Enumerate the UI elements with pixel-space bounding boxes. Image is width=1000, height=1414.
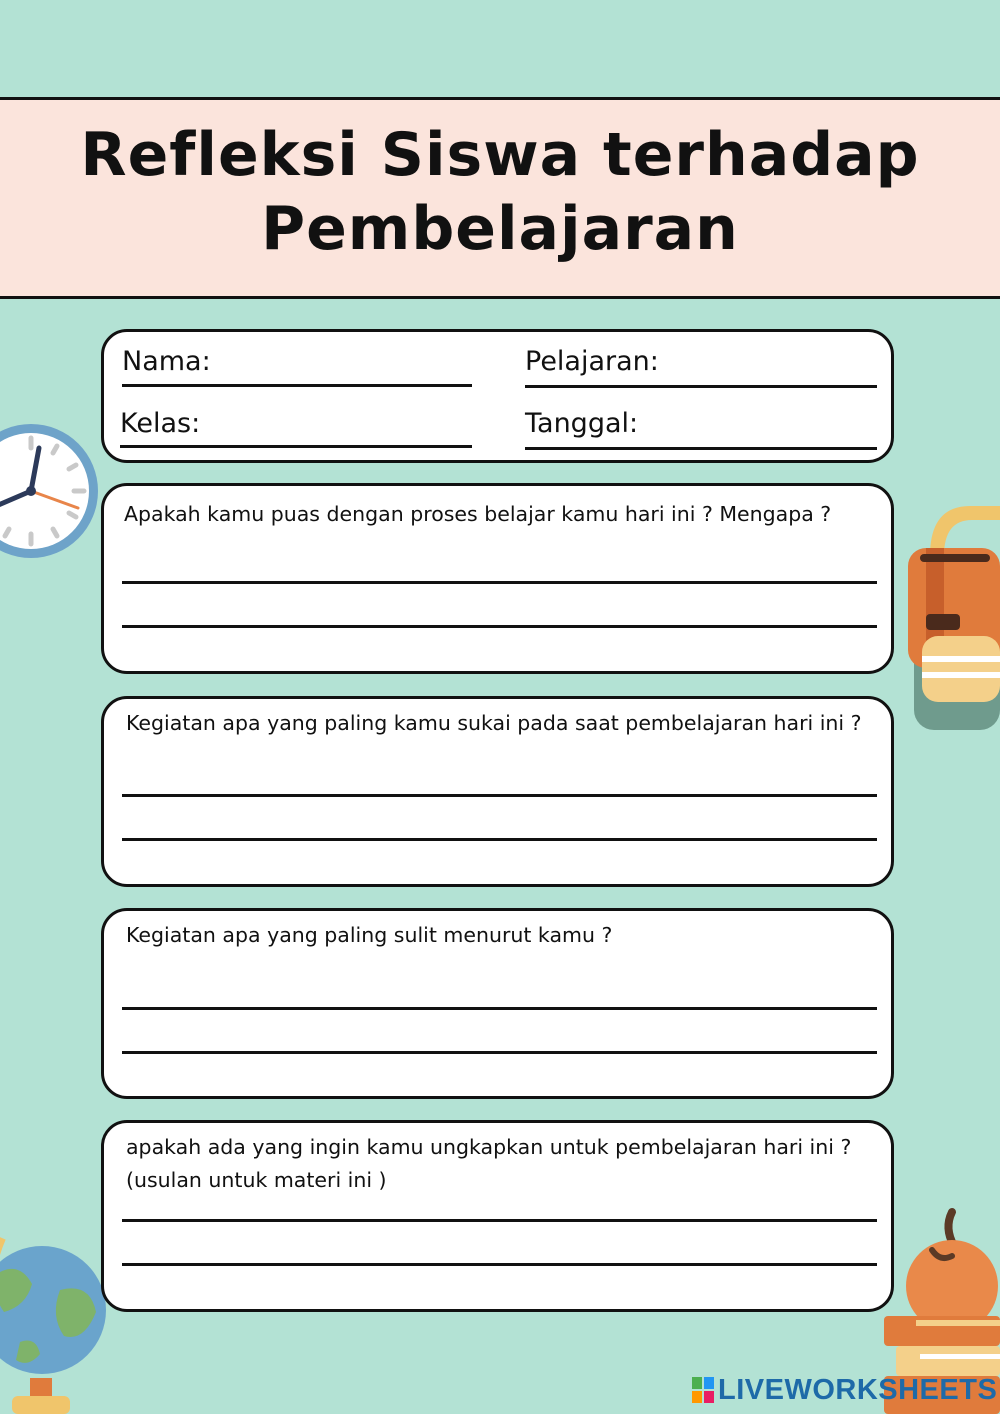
page-title: [0, 118, 1000, 266]
answer-line[interactable]: [122, 1051, 877, 1054]
subject-label: Pelajaran:: [525, 346, 659, 377]
answer-line[interactable]: [122, 838, 877, 841]
answer-line[interactable]: [122, 625, 877, 628]
name-label: Nama:: [122, 346, 211, 377]
student-info-card: [101, 329, 894, 463]
answer-line[interactable]: [122, 1007, 877, 1010]
clock-icon: [0, 420, 102, 562]
brand-text: LIVEWORKSHEETS: [718, 1373, 998, 1406]
question-card: [101, 696, 894, 887]
answer-line[interactable]: [122, 1263, 877, 1266]
liveworksheets-logo: [692, 1372, 997, 1408]
live-logo-icon: [692, 1377, 714, 1403]
name-input-line[interactable]: [122, 384, 472, 387]
title-line-2: Pembelajaran: [261, 194, 739, 264]
class-label: Kelas:: [120, 408, 201, 439]
answer-line[interactable]: [122, 1219, 877, 1222]
date-label: Tanggal:: [525, 408, 639, 439]
title-line-1: Refleksi Siswa terhadap: [80, 120, 920, 190]
answer-line[interactable]: [122, 581, 877, 584]
question-text: apakah ada yang ingin kamu ungkapkan untuk pembelajaran hari ini ?: [126, 1135, 852, 1159]
date-input-line[interactable]: [525, 447, 877, 450]
question-card: [101, 1120, 894, 1312]
question-text: Kegiatan apa yang paling kamu sukai pada saat pembelajaran hari ini ?: [126, 711, 862, 735]
subject-input-line[interactable]: [525, 385, 877, 388]
question-card: [101, 483, 894, 674]
question-text: Kegiatan apa yang paling sulit menurut kamu ?: [126, 923, 613, 947]
answer-line[interactable]: [122, 794, 877, 797]
question-subtext: (usulan untuk materi ini ): [126, 1168, 387, 1192]
question-text: Apakah kamu puas dengan proses belajar kamu hari ini ? Mengapa ?: [124, 502, 832, 526]
backpack-icon: [900, 496, 1000, 736]
question-card: [101, 908, 894, 1099]
class-input-line[interactable]: [120, 445, 472, 448]
